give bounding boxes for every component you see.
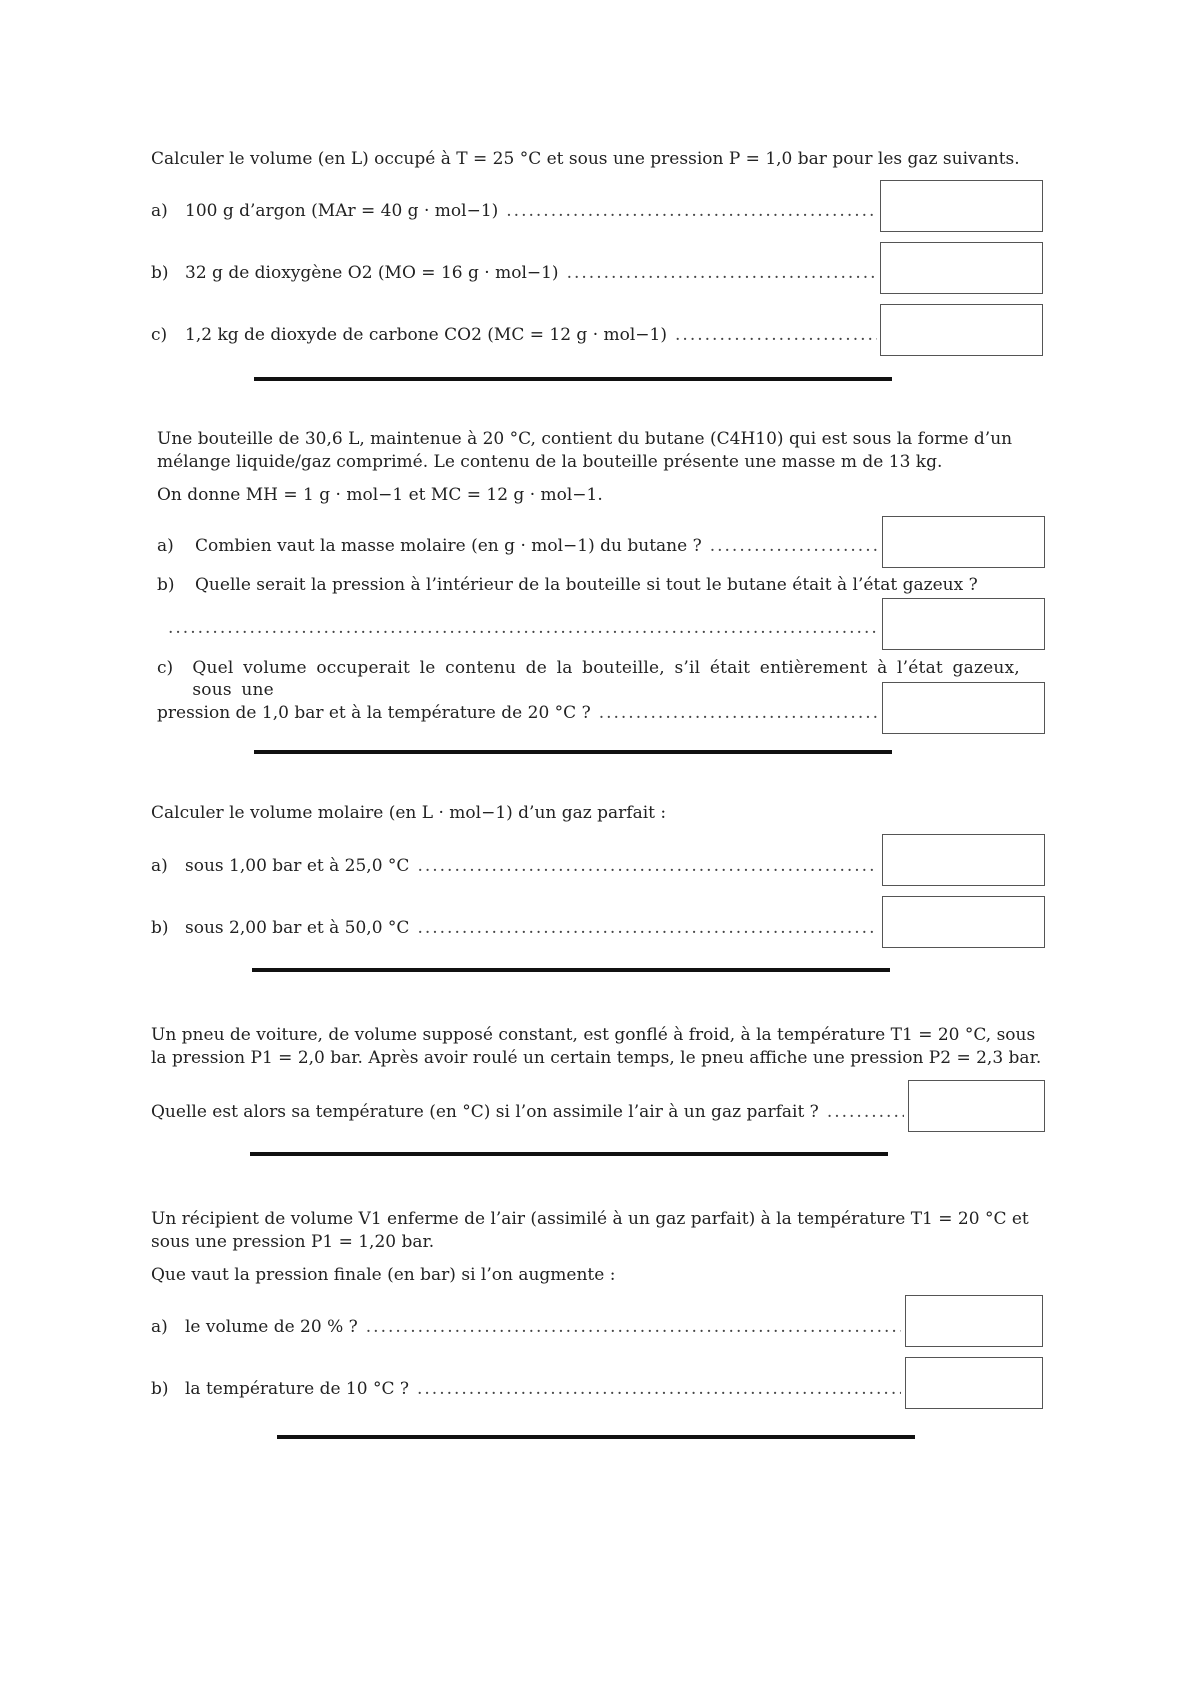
answer-box-ex3-a[interactable]: [882, 834, 1045, 886]
answer-box-ex2-a[interactable]: [882, 516, 1045, 568]
ex2-item-c-cont: pression de 1,0 bar et à la température de 20 °C ? .....: [157, 702, 879, 724]
section-divider: [277, 1435, 915, 1439]
ex4-intro: Un pneu de voiture, de volume supposé constant, est gonflé à froid, à la température T1 = 20 °C, sous la pression P1 = 2,0 bar. Après avoir roulé un certain temps, le pneu affiche une pression P2 = 2,3 bar.: [151, 1025, 1042, 1068]
ex3-item-a: a) sous 1,00 bar et à 25,0 °C .....: [151, 855, 877, 877]
ex1-item-c: c) 1,2 kg de dioxyde de carbone CO2 (MC = 12 g · mol−1) .....: [151, 324, 877, 346]
ex1-item-b: b) 32 g de dioxygène O2 (MO = 16 g · mol−1) .....: [151, 262, 877, 284]
ex3-item-b: b) sous 2,00 bar et à 50,0 °C .....: [151, 917, 877, 939]
ex4-question: Quelle est alors sa température (en °C) si l’on assimile l’air à un gaz parfait ? .....: [151, 1101, 904, 1123]
section-divider: [252, 968, 890, 972]
answer-box-ex1-a[interactable]: [880, 180, 1043, 232]
ex5-item-b: b) la température de 10 °C ? .....: [151, 1378, 901, 1400]
ex2-item-c: c) Quel volume occuperait le contenu de la bouteille, s’il était entièrement à l’état gazeux, sous une: [157, 658, 1020, 700]
ex3-intro: Calculer le volume molaire (en L · mol−1) d’un gaz parfait :: [151, 803, 667, 823]
answer-box-ex2-b[interactable]: [882, 598, 1045, 650]
ex1-intro: Calculer le volume (en L) occupé à T = 25 °C et sous une pression P = 1,0 bar pour les gaz suivants.: [151, 149, 1020, 169]
ex2-item-b-answer-line: [168, 617, 879, 639]
answer-box-ex3-b[interactable]: [882, 896, 1045, 948]
ex5-item-a: a) le volume de 20 % ? .....: [151, 1316, 901, 1338]
answer-box-ex1-b[interactable]: [880, 242, 1043, 294]
section-divider: [254, 750, 892, 754]
ex2-intro: Une bouteille de 30,6 L, maintenue à 20 °C, contient du butane (C4H10) qui est sous la forme d’un mélange liquide/gaz comprimé. Le contenu de la bouteille présente une masse m de 13 kg.: [157, 429, 1013, 472]
section-divider: [254, 377, 892, 381]
ex5-question: Que vaut la pression finale (en bar) si l’on augmente :: [151, 1265, 616, 1285]
answer-box-ex4[interactable]: [908, 1080, 1045, 1132]
ex2-given: On donne MH = 1 g · mol−1 et MC = 12 g · mol−1.: [157, 485, 603, 505]
answer-box-ex5-a[interactable]: [905, 1295, 1043, 1347]
ex2-item-b: b) Quelle serait la pression à l’intérieur de la bouteille si tout le butane était à l’état gazeux ?: [157, 575, 978, 595]
ex5-intro: Un récipient de volume V1 enferme de l’air (assimilé à un gaz parfait) à la température T1 = 20 °C et sous une pression P1 = 1,20 bar.: [151, 1209, 1029, 1252]
section-divider: [250, 1152, 888, 1156]
answer-box-ex2-c[interactable]: [882, 682, 1045, 734]
ex2-item-a: a) Combien vaut la masse molaire (en g · mol−1) du butane ? .....: [157, 535, 879, 557]
ex1-item-a: a) 100 g d’argon (MAr = 40 g · mol−1) .....: [151, 200, 877, 222]
answer-box-ex5-b[interactable]: [905, 1357, 1043, 1409]
answer-box-ex1-c[interactable]: [880, 304, 1043, 356]
